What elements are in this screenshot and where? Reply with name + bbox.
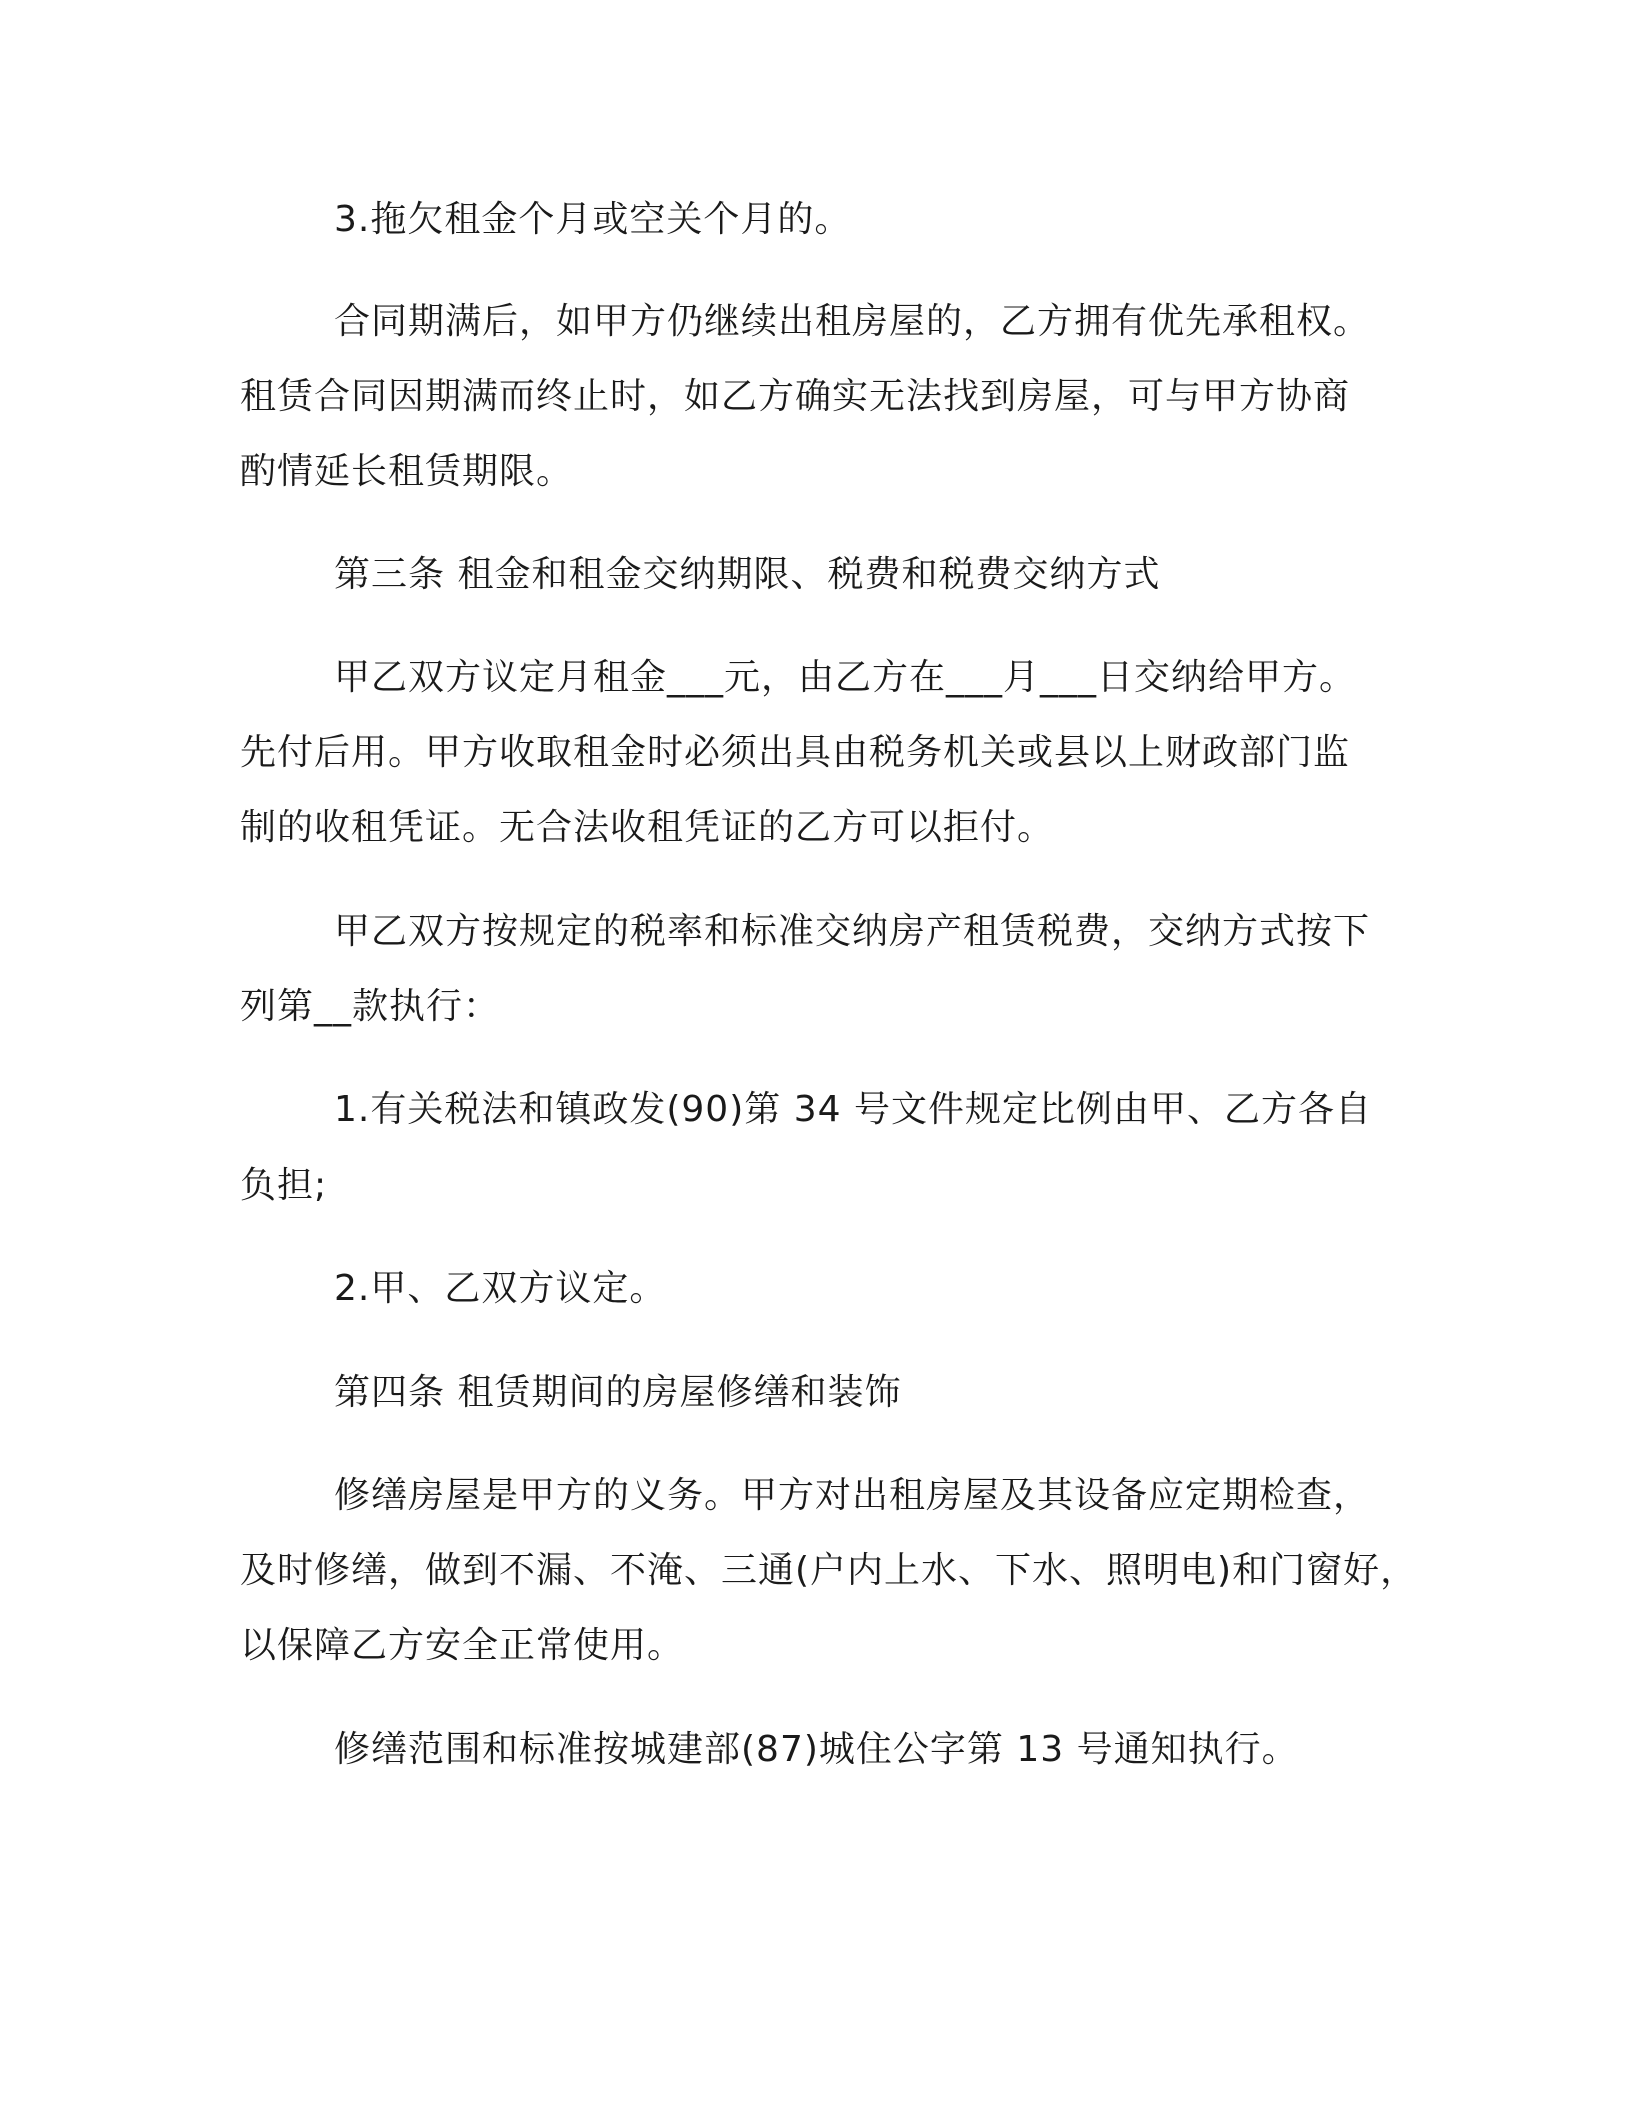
- paragraph-rent-line-2: 先付后用。甲方收取租金时必须出具由税务机关或县以上财政部门监: [240, 732, 1351, 773]
- paragraph-tax-line-1: 甲乙双方按规定的税率和标准交纳房产租赁税费，交纳方式按下: [334, 911, 1371, 952]
- paragraph-repair-scope: 修缮范围和标准按城建部(87)城住公字第 13 号通知执行。: [334, 1729, 1299, 1770]
- paragraph-renewal-line-2: 租赁合同因期满而终止时，如乙方确实无法找到房屋，可与甲方协商: [240, 376, 1351, 417]
- paragraph-renewal-line-1: 合同期满后，如甲方仍继续出租房屋的，乙方拥有优先承租权。: [334, 301, 1371, 342]
- paragraph-rent-line-3: 制的收租凭证。无合法收租凭证的乙方可以拒付。: [240, 807, 1055, 848]
- article-4-heading: 第四条 租赁期间的房屋修缮和装饰: [334, 1372, 902, 1413]
- paragraph-tax-line-2: 列第__款执行：: [240, 986, 501, 1027]
- tax-option-1-line-1: 1.有关税法和镇政发(90)第 34 号文件规定比例由甲、乙方各自: [334, 1089, 1372, 1130]
- paragraph-repair-line-1: 修缮房屋是甲方的义务。甲方对出租房屋及其设备应定期检查，: [334, 1475, 1371, 1516]
- paragraph-repair-line-2: 及时修缮，做到不漏、不淹、三通(户内上水、下水、照明电)和门窗好，: [240, 1550, 1418, 1591]
- paragraph-repair-line-3: 以保障乙方安全正常使用。: [240, 1625, 685, 1666]
- paragraph-renewal-line-3: 酌情延长租赁期限。: [240, 451, 574, 492]
- article-3-heading: 第三条 租金和租金交纳期限、税费和税费交纳方式: [334, 554, 1161, 595]
- paragraph-rent-line-1: 甲乙双方议定月租金___元，由乙方在___月___日交纳给甲方。: [334, 657, 1357, 698]
- clause-item-3: 3.拖欠租金个月或空关个月的。: [334, 199, 852, 240]
- tax-option-2: 2.甲、乙双方议定。: [334, 1268, 667, 1309]
- tax-option-1-line-2: 负担;: [240, 1165, 328, 1206]
